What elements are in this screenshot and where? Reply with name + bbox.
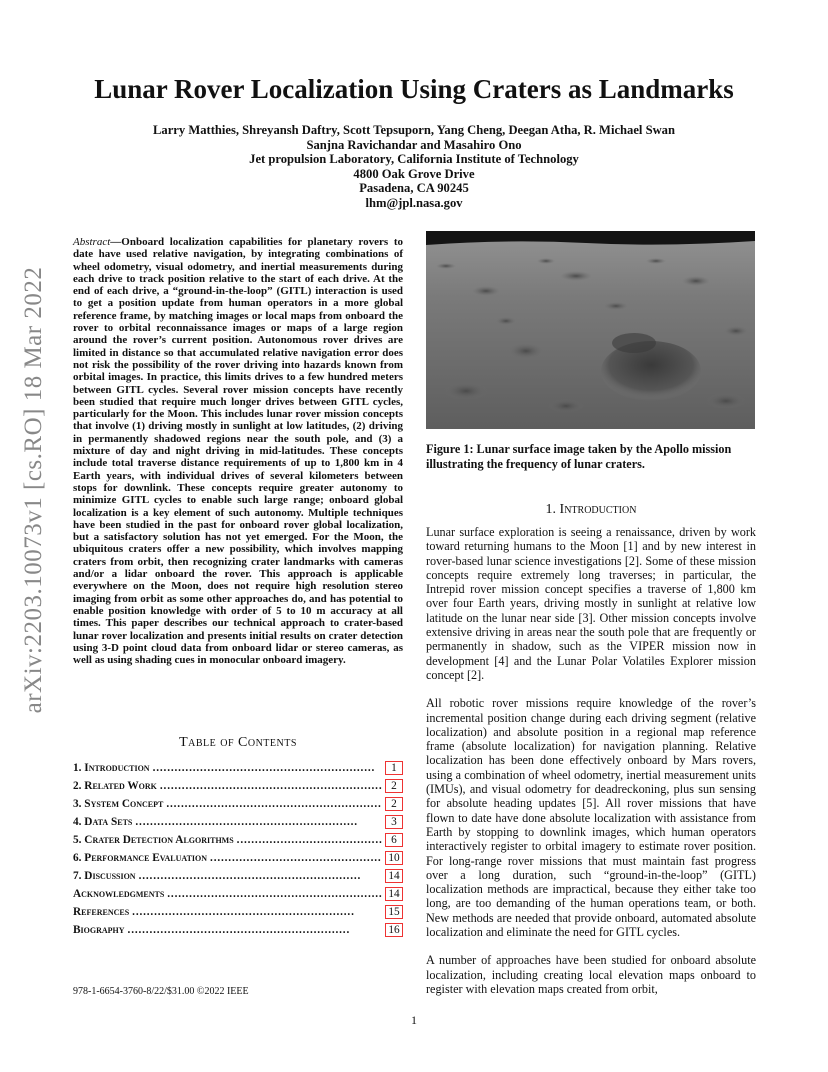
abstract-section [73, 236, 403, 666]
toc-entry-label: 6. Performance Evaluation [73, 852, 208, 864]
affiliation: Jet propulsion Laboratory, California Institute of Technology [249, 152, 579, 167]
toc-page-link[interactable]: 6 [385, 833, 403, 847]
paragraph: A number of approaches have been studied for onboard absolute localization, including creating local elevation maps onboard to register with elevation maps created from orbit, [426, 953, 756, 996]
toc-entry[interactable] [73, 923, 403, 941]
toc-page-link[interactable]: 16 [385, 923, 403, 937]
toc-dot-leader [237, 834, 382, 846]
section-heading: 1. Introduction [545, 502, 637, 517]
figure-caption [426, 442, 756, 471]
figure-label: Figure 1 [426, 442, 470, 456]
authors-line-2: Sanjna Ravichandar and Masahiro Ono [306, 137, 522, 152]
toc-entry-label: 5. Crater Detection Algorithms [73, 834, 234, 846]
toc-entry[interactable] [73, 887, 403, 905]
toc-entry[interactable] [73, 779, 403, 797]
toc-entry[interactable] [73, 797, 403, 815]
paragraph: All robotic rover missions require knowledge of the rover’s incremental position change during each driving segment (relative localization) and absolute position in a regional map reference frame (absolute localization) for navigation planning. Relative localization has been done effectively onboard by Mars rovers, using a combination of wheel odometry, inertial measurement units (IMUs), and visual odometry for deadreckoning, plus sun sensing for absolute heading updates [5]. All rover missions that have flown to date have done absolute localization with assistance from Earth by stopping to downlink images, which human operators interactively register to orbital imagery to estimate rover position. For long-range rover missions that must maintain fast progress over a long duration, such “ground-in-the-loop” (GITL) localization methods are impractical, because they either take too long, are too demanding of the human operations team, or both. New methods are needed that provide onboard, automated absolute localization and eliminate the need for GITL cycles. [426, 696, 756, 940]
page-number: 1 [411, 1013, 417, 1027]
toc-entry[interactable] [73, 905, 403, 923]
toc-entry[interactable] [73, 833, 403, 851]
authors-line-1: Larry Matthies, Shreyansh Daftry, Scott Tepsuporn, Yang Cheng, Deegan Atha, R. Michael Swan [153, 123, 675, 137]
arxiv-sidebar [4, 266, 64, 714]
toc-page-link[interactable]: 3 [385, 815, 403, 829]
toc-entry-label: 3. System Concept [73, 798, 164, 810]
paper-title: Lunar Rover Localization Using Craters as Landmarks [94, 74, 734, 104]
toc-dot-leader [210, 852, 382, 864]
abstract-label: Abstract [73, 236, 111, 248]
toc-page-link[interactable]: 15 [385, 905, 403, 919]
table-of-contents [73, 761, 403, 941]
introduction-body [426, 525, 756, 1010]
toc-page-link[interactable]: 2 [385, 797, 403, 811]
lunar-surface-image [426, 231, 755, 429]
toc-entry-label: Biography [73, 924, 125, 936]
arxiv-id: arXiv:2203.10073v1 [cs.RO] 18 Mar 2022 [20, 266, 47, 714]
abstract [73, 236, 403, 666]
toc-entry[interactable] [73, 851, 403, 869]
toc-entry[interactable] [73, 761, 403, 779]
toc-entry-label: References [73, 906, 130, 918]
copyright-notice: 978-1-6654-3760-8/22/$31.00 ©2022 IEEE [73, 986, 249, 997]
toc-entry-label: 1. Introduction [73, 762, 150, 774]
toc-page-link[interactable]: 14 [385, 869, 403, 883]
toc-dot-leader [167, 888, 382, 900]
toc-entry[interactable] [73, 869, 403, 887]
toc-dot-leader [135, 816, 382, 828]
toc-entry-label: Acknowledgments [73, 888, 165, 900]
author-block [0, 123, 828, 211]
address-line-1: 4800 Oak Grove Drive [353, 166, 475, 181]
toc-title: Table of Contents [179, 735, 297, 750]
toc-page-link[interactable]: 14 [385, 887, 403, 901]
lunar-surface-photo [426, 231, 755, 429]
toc-entry-label: 2. Related Work [73, 780, 157, 792]
address-line-2: Pasadena, CA 90245 [359, 181, 469, 196]
toc-dot-leader [139, 870, 382, 882]
abstract-text: —Onboard localization capabilities for planetary rovers to date have used relative navigation, by integrating combinations of wheel odometry, visual odometry, and inertial measurements during each drive to track position relative to the start of each drive. At the end of each drive, a “ground-in-the-loop” (GITL) interaction is used to get a position update from human operators in a more global reference frame, by matching images or local maps from onboard the rover to orbital reconnaissance images or maps of a large region around the rover’s current position. Autonomous rover drives are limited in distance so that accumulated relative navigation error does not risk the possibility of the rover driving into hazards known from orbital images. In practice, this limits drives to a few hundred meters between GITL cycles. Several rover mission concepts have recently been studied that require much longer drives between GITL cycles, particularly for the Moon. This includes lunar rover mission concepts that involve (1) driving mostly in sunlight at low latitudes, (2) driving in permanently shadowed regions near the south pole, and (3) a mixture of day and night driving in mid-latitudes. These concepts include total traverse distance requirements of up to 1,800 km in 4 Earth years, with individual drives of several kilometers between stops for downlink. These concepts require greater autonomy to minimize GITL cycles to enable such large range; onboard global localization is a key element of such autonomy. Multiple techniques have been studied in the past for onboard rover global localization, but a satisfactory solution has not yet emerged. For the Moon, the ubiquitous craters offer a new possibility, which involves mapping craters from orbit, then recognizing crater landmarks with cameras and/or a lidar onboard the rover. This approach is applicable everywhere on the Moon, does not require high resolution stereo imaging from orbit as some other approaches do, and has potential to enable position knowledge with order of 5 to 10 m accuracy at all times. This paper describes our technical approach to crater-based lunar rover localization and presents initial results on crater detection using 3-D point cloud data from onboard lidar or stereo cameras, as well as using shading cues in monocular onboard imagery. [73, 236, 403, 667]
toc-entry[interactable] [73, 815, 403, 833]
toc-dot-leader [132, 906, 382, 918]
toc-dot-leader [128, 924, 382, 936]
toc-dot-leader [153, 762, 382, 774]
toc-page-link[interactable]: 2 [385, 779, 403, 793]
toc-page-link[interactable]: 10 [385, 851, 403, 865]
toc-page-link[interactable]: 1 [385, 761, 403, 775]
paragraph: Lunar surface exploration is seeing a renaissance, driven by work toward returning humans to the Moon [1] and by new interest in rover-based lunar science investigations [2]. Some of these mission concepts require extremely long traverses; in particular, the Intrepid rover mission concept specifies a traverse of 1,800 km over four Earth years, driving mostly in sunlight at relative low latitude on the lunar near side [3]. Other mission concepts involve extensive driving in areas near the south pole that are frequently or permanently in shadow, such as the VIPER mission now in development [4] and the Lunar Polar Volatiles Explorer mission concept [2]. [426, 525, 756, 682]
toc-entry-label: 4. Data Sets [73, 816, 133, 828]
toc-dot-leader [160, 780, 382, 792]
author-email[interactable]: lhm@jpl.nasa.gov [365, 195, 463, 210]
figure-caption-text: : Lunar surface image taken by the Apollo mission illustrating the frequency of lunar craters. [426, 442, 732, 471]
toc-dot-leader [166, 798, 382, 810]
toc-entry-label: 7. Discussion [73, 870, 136, 882]
